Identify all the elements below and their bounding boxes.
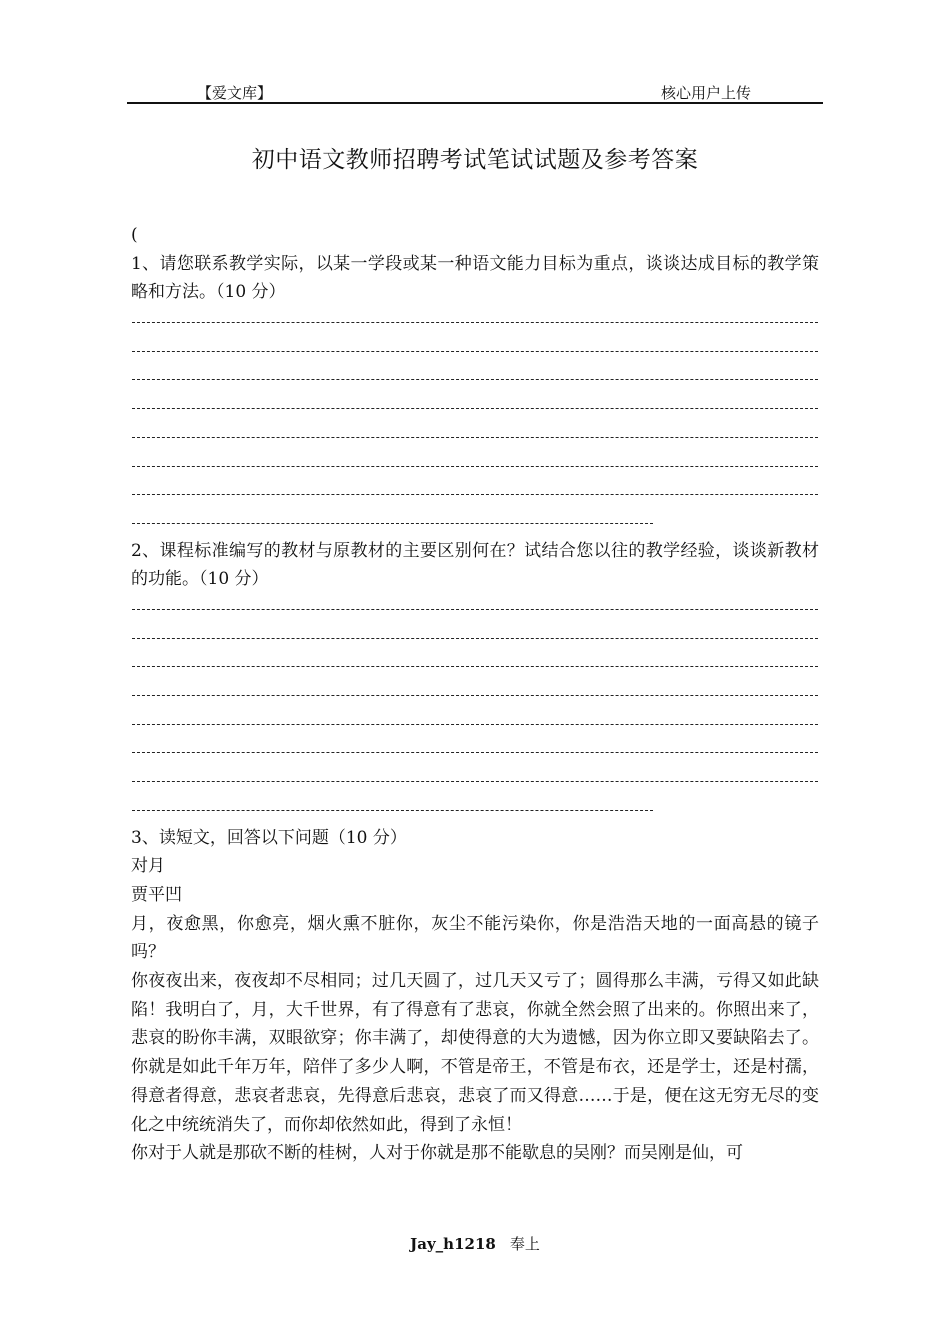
essay-title: 对月 [131, 856, 165, 877]
opening-parenthesis: ( [131, 225, 138, 245]
page-header [127, 80, 823, 104]
question-3: 3、读短文，回答以下问题（10 分） [131, 827, 407, 848]
footer-suffix: 奉上 [509, 1235, 540, 1253]
header-uploader-label: 核心用户上传 [660, 84, 751, 102]
answer-line [131, 623, 819, 652]
answer-line [131, 651, 819, 680]
essay-paragraph: 你对于人就是那砍不断的桂树，人对于你就是那不能歇息的吴刚？而吴刚是仙，可 [131, 1143, 743, 1164]
answer-line [131, 451, 819, 480]
answer-line [131, 594, 819, 623]
document-body [131, 221, 819, 1168]
footer-username: Jay_h1218 [410, 1235, 496, 1253]
question-1: 1、请您联系教学实际，以某一学段或某一种语文能力目标为重点，谈谈达成目标的教学策略和方法。（10 分） [131, 253, 819, 303]
question-2: 2、课程标准编写的教材与原教材的主要区别何在？试结合您以往的教学经验，谈谈新教材的功能。（10 分） [131, 540, 819, 590]
answer-line [131, 393, 819, 422]
answer-line [131, 680, 819, 709]
answer-line [131, 336, 819, 365]
answer-line [131, 766, 819, 795]
header-source-label: 【爱文库】 [197, 84, 273, 102]
answer-line [131, 479, 819, 508]
answer-line [131, 364, 819, 393]
essay-paragraph: 月，夜愈黑，你愈亮，烟火熏不脏你，灰尘不能污染你，你是浩浩天地的一面高悬的镜子吗？ [131, 913, 819, 963]
answer-line [131, 737, 819, 766]
answer-line [131, 795, 819, 824]
essay-author: 贾平凹 [131, 884, 182, 905]
answer-line [131, 508, 819, 537]
answer-area-1 [131, 307, 819, 537]
page-footer [0, 1233, 950, 1254]
answer-line [131, 709, 819, 738]
answer-line [131, 422, 819, 451]
answer-line [131, 307, 819, 336]
essay-paragraph: 你夜夜出来，夜夜却不尽相同；过几天圆了，过几天又亏了；圆得那么丰满，亏得又如此缺陷！我明白了，月，大千世界，有了得意有了悲哀，你就全然会照了出来的。你照出来了，悲哀的盼你丰满，双眼欲穿；你丰满了，却使得意的大为遗憾，因为你立即又要缺陷去了。你就是如此千年万年，陪伴了多少人啊，不管是帝王，不管是布衣，还是学士，还是村孺，得意者得意，悲哀者悲哀，先得意后悲哀，悲哀了而又得意……于是，便在这无穷无尽的变化之中统统消失了，而你却依然如此，得到了永恒！ [131, 971, 819, 1135]
document-title: 初中语文教师招聘考试笔试试题及参考答案 [251, 147, 699, 173]
answer-area-2 [131, 594, 819, 824]
